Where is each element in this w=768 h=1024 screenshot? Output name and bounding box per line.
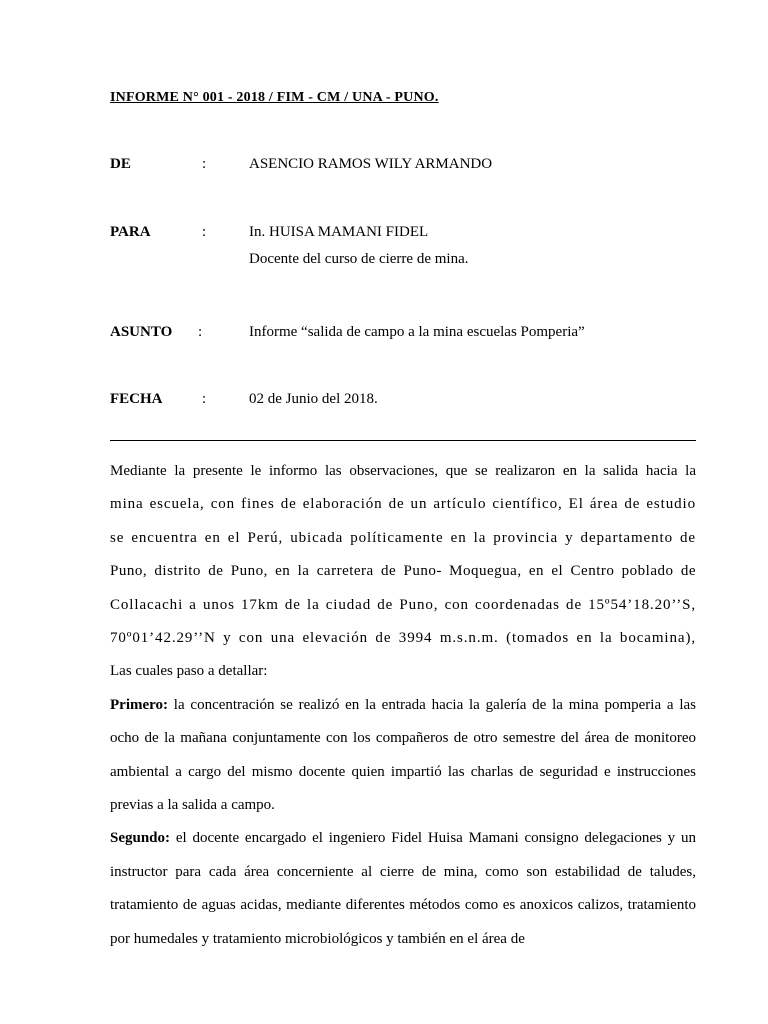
para-value: In. HUISA MAMANI FIDEL	[249, 224, 429, 240]
fecha-value: 02 de Junio del 2018.	[249, 391, 378, 407]
de-label: DE	[110, 156, 131, 172]
intro-line: Las cuales paso a detallar:	[110, 663, 268, 680]
segundo-label: Segundo:	[110, 830, 171, 847]
de-value: ASENCIO RAMOS WILY ARMANDO	[249, 156, 493, 172]
segundo-paragraph	[110, 822, 696, 956]
asunto-value: Informe “salida de campo a la mina escuelas Pomperia”	[249, 324, 585, 340]
segundo-text: el docente encargado el ingeniero Fidel Huisa Mamani consigno delegaciones y un instructor para cada área concerniente al cierre de mina, como son estabilidad de taludes, tratamiento de aguas acidas, mediante diferentes métodos como es anoxicos calizos, tratamiento por humedales y tratamiento microbiológicos y también en el área de	[110, 830, 696, 947]
primero-paragraph	[110, 689, 696, 823]
primero-text: la concentración se realizó en la entrada hacia la galería de la mina pomperia a las ocho de la mañana conjuntamente con los compañeros de otro semestre del área de monitoreo ambiental a cargo del mismo docente quien impartió las charlas de seguridad e instrucciones previas a la salida a campo.	[110, 696, 696, 814]
intro-paragraph	[110, 455, 696, 689]
para-value-line2: Docente del curso de cierre de mina.	[249, 251, 469, 267]
intro-line: mina escuela, con fines de elaboración de un artículo científico, El área de estudio	[110, 496, 696, 513]
intro-line: Collacachi a unos 17km de la ciudad de Puno, con coordenadas de 15º54’18.20’’S,	[110, 596, 696, 613]
asunto-colon: :	[198, 324, 203, 340]
fecha-colon: :	[202, 391, 207, 407]
fecha-label: FECHA	[110, 391, 163, 407]
para-label: PARA	[110, 224, 151, 240]
asunto-label: ASUNTO	[110, 324, 173, 340]
header-divider	[110, 440, 696, 441]
intro-line: Puno, distrito de Puno, en la carretera de Puno- Moquegua, en el Centro poblado de	[110, 563, 696, 580]
intro-line: Mediante la presente le informo las observaciones, que se realizaron en la salida hacia la	[110, 463, 696, 479]
report-body	[110, 455, 696, 956]
de-colon: :	[202, 156, 207, 172]
report-title: INFORME N° 001 - 2018 / FIM - CM / UNA - PUNO.	[110, 90, 439, 105]
intro-line: 70º01’42.29’’N y con una elevación de 3994 m.s.n.m. (tomados en la bocamina),	[110, 630, 696, 647]
para-colon: :	[202, 224, 207, 240]
primero-label: Primero:	[110, 696, 169, 713]
intro-line: se encuentra en el Perú, ubicada políticamente en la provincia y departamento de	[110, 529, 696, 546]
